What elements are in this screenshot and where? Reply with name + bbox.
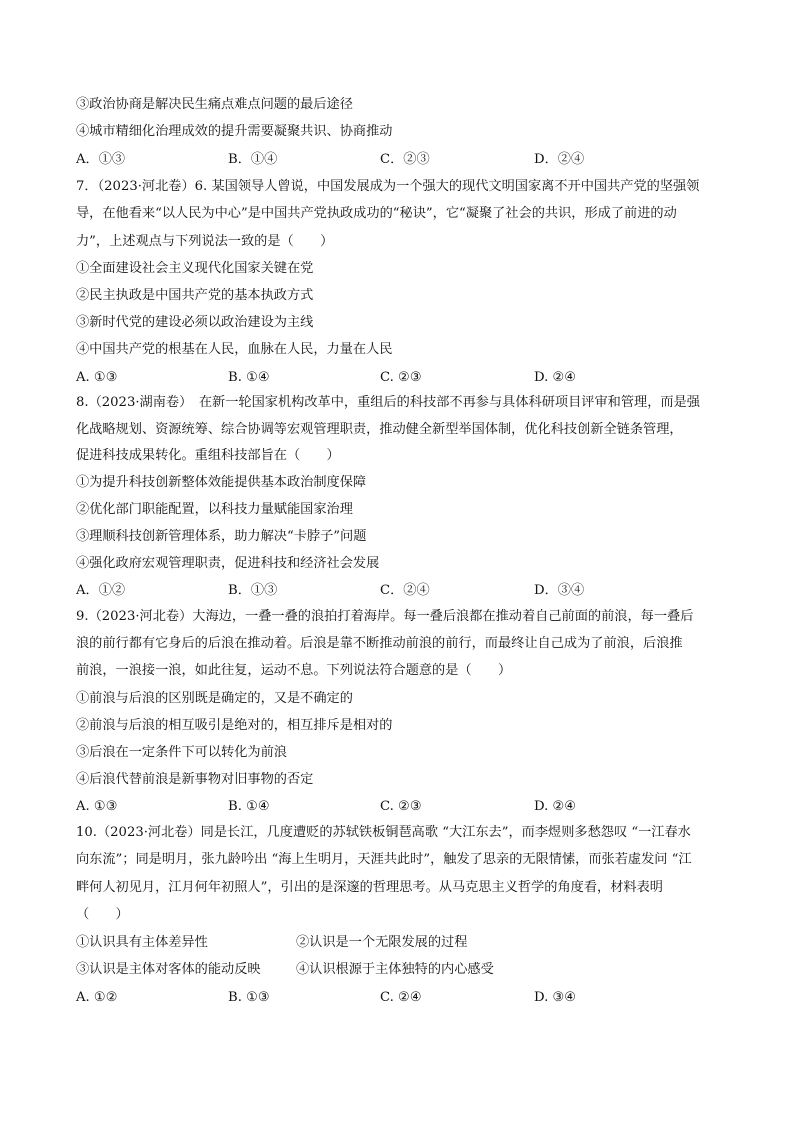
q6-option-d[interactable]: D．②④ xyxy=(534,152,585,167)
q8-stem-line-3: 促进科技成果转化。重组科技部旨在（ ） xyxy=(76,448,340,463)
q7-stem-line-3: 力”，上述观点与下列说法一致的是（ ） xyxy=(76,234,334,249)
q10-statements-row-1 xyxy=(76,934,726,951)
q9-statement-3: ③后浪在一定条件下可以转化为前浪 xyxy=(76,745,287,760)
q8-option-a[interactable]: A．①② xyxy=(76,583,126,598)
q9-option-c[interactable]: C. ②③ xyxy=(380,799,422,814)
q8-statement-1: ①为提升科技创新整体效能提供基本政治制度保障 xyxy=(76,475,367,490)
q8-stem-line-1: 8.（2023·湖南卷） 在新一轮国家机构改革中，重组后的科技部不再参与具体科研项目评审和管理，而是强 xyxy=(76,395,700,410)
q10-stem-line-3: 畔何人初见月，江月何年初照人”，引出的是深邃的哲理思考。从马克思主义哲学的角度看，材料表明 xyxy=(76,880,663,895)
q7-stem-line-1: 7．（2023·河北卷）6. 某国领导人曾说，中国发展成为一个强大的现代文明国家离不开中国共产党的坚强领 xyxy=(76,179,700,194)
q10-stem-line-2: 向东流”；同是明月，张九龄吟出 “海上生明月，天涯共此时”，触发了思亲的无限情愫，而张若虚发问 “江 xyxy=(76,852,692,867)
q9-option-a[interactable]: A. ①③ xyxy=(76,799,118,814)
q7-option-b[interactable]: B. ①④ xyxy=(228,370,270,385)
q10-option-b[interactable]: B. ①③ xyxy=(228,990,270,1005)
q10-option-c[interactable]: C. ②④ xyxy=(380,990,422,1005)
q10-option-d[interactable]: D. ③④ xyxy=(534,990,577,1005)
q10-statement-2: ②认识是一个无限发展的过程 xyxy=(296,935,468,950)
q9-statement-4: ④后浪代替前浪是新事物对旧事物的否定 xyxy=(76,772,314,787)
q8-option-d[interactable]: D．③④ xyxy=(534,583,585,598)
q9-statement-2: ②前浪与后浪的相互吸引是绝对的，相互排斥是相对的 xyxy=(76,718,393,733)
q9-stem-line-1: 9.（2023·河北卷）大海边，一叠一叠的浪拍打着海岸。每一叠后浪都在推动着自己前面的前浪，每一叠后 xyxy=(76,609,694,624)
q6-options xyxy=(76,151,726,168)
q8-statement-2: ②优化部门职能配置，以科技力量赋能国家治理 xyxy=(76,502,353,517)
q7-option-d[interactable]: D. ②④ xyxy=(534,370,577,385)
q7-statement-3: ③新时代党的建设必须以政治建设为主线 xyxy=(76,315,314,330)
q8-options xyxy=(76,582,726,599)
q9-statement-1: ①前浪与后浪的区别既是确定的，又是不确定的 xyxy=(76,691,353,706)
q10-statement-3: ③认识是主体对客体的能动反映 xyxy=(76,962,261,977)
q8-option-c[interactable]: C．②④ xyxy=(380,583,430,598)
q7-statement-2: ②民主执政是中国共产党的基本执政方式 xyxy=(76,288,314,303)
q9-option-b[interactable]: B. ①④ xyxy=(228,799,270,814)
q8-option-b[interactable]: B．①③ xyxy=(228,583,278,598)
q10-option-a[interactable]: A. ①② xyxy=(76,990,118,1005)
q8-statement-3: ③理顺科技创新管理体系，助力解决“卡脖子”问题 xyxy=(76,529,367,544)
q9-stem-line-2: 浪的前行都有它身后的后浪在推动着。后浪是靠不断推动前浪的前行，而最终让自己成为了前浪，后浪推 xyxy=(76,636,683,651)
q10-options xyxy=(76,989,726,1006)
q10-statements-row-2 xyxy=(76,961,726,978)
q10-statement-1: ①认识具有主体差异性 xyxy=(76,935,208,950)
q8-statement-4: ④强化政府宏观管理职责，促进科技和经济社会发展 xyxy=(76,556,380,571)
q7-option-c[interactable]: C. ②③ xyxy=(380,370,422,385)
q10-stem-line-1: 10.（2023·河北卷）同是长江，几度遭贬的苏轼铁板铜琶高歌 “大江东去”，而李煜则多愁怨叹 “一江春水 xyxy=(76,825,691,840)
q9-options xyxy=(76,798,726,815)
q7-option-a[interactable]: A. ①③ xyxy=(76,370,118,385)
q6-option-b[interactable]: B．①④ xyxy=(228,152,278,167)
q6-option-c[interactable]: C．②③ xyxy=(380,152,430,167)
q10-stem-line-4: （ ） xyxy=(76,907,129,922)
q6-statement-3: ③政治协商是解决民生痛点难点问题的最后途径 xyxy=(76,97,353,112)
q7-options xyxy=(76,369,726,386)
q7-stem-line-2: 导，在他看来“以人民为中心”是中国共产党执政成功的“秘诀”，它“凝聚了社会的共识，形成了前进的动 xyxy=(76,206,677,221)
q10-statement-4: ④认识根源于主体独特的内心感受 xyxy=(296,962,494,977)
q6-option-a[interactable]: A．①③ xyxy=(76,152,126,167)
q6-statement-4: ④城市精细化治理成效的提升需要凝聚共识、协商推动 xyxy=(76,124,393,139)
q7-statement-1: ①全面建设社会主义现代化国家关键在党 xyxy=(76,261,314,276)
q9-option-d[interactable]: D. ②④ xyxy=(534,799,577,814)
q7-statement-4: ④中国共产党的根基在人民，血脉在人民，力量在人民 xyxy=(76,342,393,357)
q9-stem-line-3: 前浪，一浪接一浪，如此往复，运动不息。下列说法符合题意的是（ ） xyxy=(76,663,512,678)
q8-stem-line-2: 化战略规划、资源统筹、综合协调等宏观管理职责，推动健全新型举国体制，优化科技创新全链条管理， xyxy=(76,422,683,437)
